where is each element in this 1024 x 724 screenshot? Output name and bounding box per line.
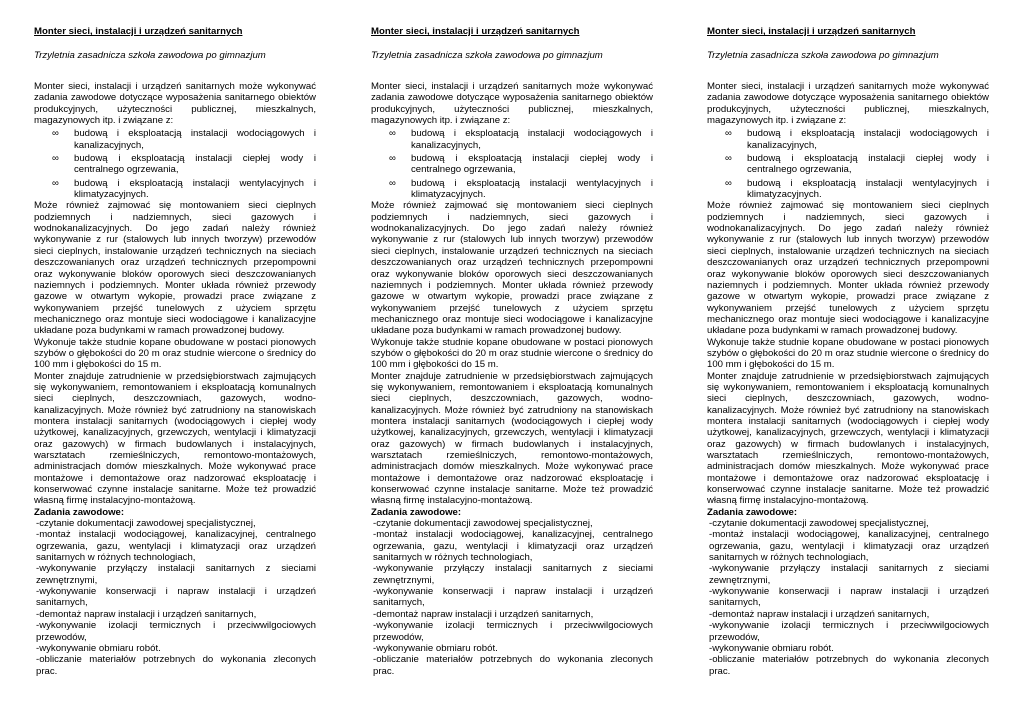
employment-paragraph: Monter znajduje zatrudnienie w przedsiębiorstwach zajmujących się wykonywaniem, remontowaniem i eksploatacją komunalnych sieci cieplnych, deszczowniach, gazowych, wodno-kanalizacyjnych. Może również być zatrudniony na stanowiskach montera instalacji sanitarnych (wodociągowych i ciepłej wody użytkowej, kanalizacyjnych, grzewczych, wentylacji i klimatyzacji oraz gazowych) w firmach budowlanych i instalacyjnych, warsztatach rzemieślniczych, remontowo-montażowych, administracjach domów mieszkalnych. Może wykonywać prace montażowe i demontażowe oraz nadzorować eksploatację i konserwować czynne instalacje sanitarne. Może też prowadzić własną firmę instalacyjno-montażową. <box>34 370 316 507</box>
wells-paragraph: Wykonuje także studnie kopane obudowane w postaci pionowych szybów o głębokości do 20 m oraz studnie wiercone o średnicy do 100 mm i głębokości do 15 m. <box>707 336 989 371</box>
task-item: -montaż instalacji wodociągowej, kanalizacyjnej, centralnego ogrzewania, gazu, wentylacji i klimatyzacji oraz urządzeń sanitarnych w różnych technologiach, <box>36 529 316 564</box>
leaflet-column-1 <box>34 26 316 677</box>
bullet-item <box>34 128 316 151</box>
task-item: -wykonywanie przyłączy instalacji sanitarnych z sieciami zewnętrznymi, <box>36 563 316 586</box>
task-item: -demontaż napraw instalacji i urządzeń sanitarnych, <box>373 608 594 620</box>
task-item: -czytanie dokumentacji zawodowej specjalistycznej, <box>36 518 256 530</box>
bullet-text: budową i eksploatacją instalacji wodociągowych i kanalizacyjnych, <box>747 128 989 151</box>
task-item: -wykonywanie obmiaru robót. <box>36 642 161 654</box>
bullet-text: budową i eksploatacją instalacji ciepłej wody i centralnego ogrzewania, <box>411 153 653 176</box>
bullet-item <box>707 153 989 176</box>
bullet-item <box>371 178 653 201</box>
task-item: -obliczanie materiałów potrzebnych do wykonania zleconych prac. <box>373 654 653 677</box>
intro-paragraph: Monter sieci, instalacji i urządzeń sanitarnych może wykonywać zadania zawodowe dotyczące wyposażenia sanitarnego obiektów produkcyjnych, użyteczności publicznej, mieszkalnych, magazynowych itp. i związane z: <box>371 81 653 127</box>
bullet-text: budową i eksploatacją instalacji ciepłej wody i centralnego ogrzewania, <box>747 153 989 176</box>
document-subtitle: Trzyletnia zasadnicza szkoła zawodowa po gimnazjum <box>371 50 603 61</box>
bullet-text: budową i eksploatacją instalacji wodociągowych i kanalizacyjnych, <box>74 128 316 151</box>
task-item: -wykonywanie konserwacji i napraw instalacji i urządzeń sanitarnych, <box>709 586 989 609</box>
tasks-heading: Zadania zawodowe: <box>34 506 125 518</box>
task-item: -montaż instalacji wodociągowej, kanalizacyjnej, centralnego ogrzewania, gazu, wentylacji i klimatyzacji oraz urządzeń sanitarnych w różnych technologiach, <box>709 529 989 564</box>
networks-paragraph: Może również zajmować się montowaniem sieci cieplnych podziemnych i nadziemnych, sieci gazowych i wodnokanalizacyjnych. Do jego zadań należy również wykonywanie z rur (stalowych lub innych tworzyw) przewodów sieci cieplnych, instalowanie urządzeń technicznych na sieciach deszczowanianych oraz urządzeń technicznych przepompowni oraz wykonywanie bloków oporowych sieci deszczowanianych naziemnych i podziemnych. Monter układa również przewody gazowe w otwartym wykopie, prowadzi prace związane z wykonywaniem przejść tunelowych z użyciem sprzętu mechanicznego oraz montuje sieci wodociągowe i kanalizacyjne układane poza budynkami w ramach prowadzonej budowy. <box>34 200 316 337</box>
leaflet-column-3 <box>707 26 989 677</box>
intro-paragraph: Monter sieci, instalacji i urządzeń sanitarnych może wykonywać zadania zawodowe dotyczące wyposażenia sanitarnego obiektów produkcyjnych, użyteczności publicznej, mieszkalnych, magazynowych itp. i związane z: <box>707 81 989 127</box>
bullet-item <box>371 153 653 176</box>
wells-paragraph: Wykonuje także studnie kopane obudowane w postaci pionowych szybów o głębokości do 20 m oraz studnie wiercone o średnicy do 100 mm i głębokości do 15 m. <box>371 336 653 371</box>
bullet-text: budową i eksploatacją instalacji wentylacyjnych i klimatyzacyjnych. <box>747 177 989 201</box>
task-item: -obliczanie materiałów potrzebnych do wykonania zleconych prac. <box>36 654 316 677</box>
task-item: -wykonywanie izolacji termicznych i przeciwwilgociowych przewodów, <box>373 620 653 643</box>
task-item: -demontaż napraw instalacji i urządzeń sanitarnych, <box>709 608 930 620</box>
infinity-bullet-icon: ∞ <box>389 177 396 189</box>
document-subtitle: Trzyletnia zasadnicza szkoła zawodowa po gimnazjum <box>707 50 939 61</box>
infinity-bullet-icon: ∞ <box>52 153 59 165</box>
document-subtitle: Trzyletnia zasadnicza szkoła zawodowa po gimnazjum <box>34 50 266 61</box>
employment-paragraph: Monter znajduje zatrudnienie w przedsiębiorstwach zajmujących się wykonywaniem, remontowaniem i eksploatacją komunalnych sieci cieplnych, deszczowniach, gazowych, wodno-kanalizacyjnych. Może również być zatrudniony na stanowiskach montera instalacji sanitarnych (wodociągowych i ciepłej wody użytkowej, kanalizacyjnych, grzewczych, wentylacji i klimatyzacji oraz gazowych) w firmach budowlanych i instalacyjnych, warsztatach rzemieślniczych, remontowo-montażowych, administracjach domów mieszkalnych. Może wykonywać prace montażowe i demontażowe oraz nadzorować eksploatację i konserwować czynne instalacje sanitarne. Może też prowadzić własną firmę instalacyjno-montażową. <box>707 370 989 507</box>
task-item: -wykonywanie izolacji termicznych i przeciwwilgociowych przewodów, <box>709 620 989 643</box>
infinity-bullet-icon: ∞ <box>389 153 396 165</box>
infinity-bullet-icon: ∞ <box>52 128 59 140</box>
task-item: -wykonywanie obmiaru robót. <box>709 642 834 654</box>
wells-paragraph: Wykonuje także studnie kopane obudowane w postaci pionowych szybów o głębokości do 20 m oraz studnie wiercone o średnicy do 100 mm i głębokości do 15 m. <box>34 336 316 371</box>
bullet-item <box>707 128 989 151</box>
task-item: -wykonywanie konserwacji i napraw instalacji i urządzeń sanitarnych, <box>373 586 653 609</box>
networks-paragraph: Może również zajmować się montowaniem sieci cieplnych podziemnych i nadziemnych, sieci gazowych i wodnokanalizacyjnych. Do jego zadań należy również wykonywanie z rur (stalowych lub innych tworzyw) przewodów sieci cieplnych, instalowanie urządzeń technicznych na sieciach deszczowanianych oraz urządzeń technicznych przepompowni oraz wykonywanie bloków oporowych sieci deszczowanianych naziemnych i podziemnych. Monter układa również przewody gazowe w otwartym wykopie, prowadzi prace związane z wykonywaniem przejść tunelowych z użyciem sprzętu mechanicznego oraz montuje sieci wodociągowe i kanalizacyjne układane poza budynkami w ramach prowadzonej budowy. <box>707 200 989 337</box>
bullet-item <box>34 153 316 176</box>
infinity-bullet-icon: ∞ <box>725 128 732 140</box>
bullet-item <box>371 128 653 151</box>
infinity-bullet-icon: ∞ <box>52 177 59 189</box>
intro-paragraph: Monter sieci, instalacji i urządzeń sanitarnych może wykonywać zadania zawodowe dotyczące wyposażenia sanitarnego obiektów produkcyjnych, użyteczności publicznej, mieszkalnych, magazynowych itp. i związane z: <box>34 81 316 127</box>
tasks-heading: Zadania zawodowe: <box>707 506 798 518</box>
employment-paragraph: Monter znajduje zatrudnienie w przedsiębiorstwach zajmujących się wykonywaniem, remontowaniem i eksploatacją komunalnych sieci cieplnych, deszczowniach, gazowych, wodno-kanalizacyjnych. Może również być zatrudniony na stanowiskach montera instalacji sanitarnych (wodociągowych i ciepłej wody użytkowej, kanalizacyjnych, grzewczych, wentylacji i klimatyzacji oraz gazowych) w firmach budowlanych i instalacyjnych, warsztatach rzemieślniczych, remontowo-montażowych, administracjach domów mieszkalnych. Może wykonywać prace montażowe i demontażowe oraz nadzorować eksploatację i konserwować czynne instalacje sanitarne. Może też prowadzić własną firmę instalacyjno-montażową. <box>371 370 653 507</box>
task-item: -montaż instalacji wodociągowej, kanalizacyjnej, centralnego ogrzewania, gazu, wentylacji i klimatyzacji oraz urządzeń sanitarnych w różnych technologiach, <box>373 529 653 564</box>
task-item: -wykonywanie przyłączy instalacji sanitarnych z sieciami zewnętrznymi, <box>709 563 989 586</box>
task-item: -wykonywanie konserwacji i napraw instalacji i urządzeń sanitarnych, <box>36 586 316 609</box>
scope-bullet-list <box>707 128 989 200</box>
scope-bullet-list <box>34 128 316 200</box>
bullet-text: budową i eksploatacją instalacji ciepłej wody i centralnego ogrzewania, <box>74 153 316 176</box>
task-item: -czytanie dokumentacji zawodowej specjalistycznej, <box>709 518 929 530</box>
task-item: -wykonywanie izolacji termicznych i przeciwwilgociowych przewodów, <box>36 620 316 643</box>
scope-bullet-list <box>371 128 653 200</box>
task-item: -czytanie dokumentacji zawodowej specjalistycznej, <box>373 518 593 530</box>
document-title: Monter sieci, instalacji i urządzeń sanitarnych <box>707 26 916 37</box>
tasks-heading: Zadania zawodowe: <box>371 506 462 518</box>
leaflet-column-2 <box>371 26 653 677</box>
bullet-text: budową i eksploatacją instalacji wentylacyjnych i klimatyzacyjnych. <box>74 177 316 201</box>
task-item: -wykonywanie obmiaru robót. <box>373 642 498 654</box>
bullet-text: budową i eksploatacją instalacji wodociągowych i kanalizacyjnych, <box>411 128 653 151</box>
bullet-text: budową i eksploatacją instalacji wentylacyjnych i klimatyzacyjnych. <box>411 177 653 201</box>
infinity-bullet-icon: ∞ <box>725 153 732 165</box>
task-item: -obliczanie materiałów potrzebnych do wykonania zleconych prac. <box>709 654 989 677</box>
networks-paragraph: Może również zajmować się montowaniem sieci cieplnych podziemnych i nadziemnych, sieci gazowych i wodnokanalizacyjnych. Do jego zadań należy również wykonywanie z rur (stalowych lub innych tworzyw) przewodów sieci cieplnych, instalowanie urządzeń technicznych na sieciach deszczowanianych oraz urządzeń technicznych przepompowni oraz wykonywanie bloków oporowych sieci deszczowanianych naziemnych i podziemnych. Monter układa również przewody gazowe w otwartym wykopie, prowadzi prace związane z wykonywaniem przejść tunelowych z użyciem sprzętu mechanicznego oraz montuje sieci wodociągowe i kanalizacyjne układane poza budynkami w ramach prowadzonej budowy. <box>371 200 653 337</box>
bullet-item <box>34 178 316 201</box>
task-item: -demontaż napraw instalacji i urządzeń sanitarnych, <box>36 608 257 620</box>
infinity-bullet-icon: ∞ <box>389 128 396 140</box>
task-item: -wykonywanie przyłączy instalacji sanitarnych z sieciami zewnętrznymi, <box>373 563 653 586</box>
bullet-item <box>707 178 989 201</box>
infinity-bullet-icon: ∞ <box>725 177 732 189</box>
document-title: Monter sieci, instalacji i urządzeń sanitarnych <box>34 26 243 37</box>
document-title: Monter sieci, instalacji i urządzeń sanitarnych <box>371 26 580 37</box>
